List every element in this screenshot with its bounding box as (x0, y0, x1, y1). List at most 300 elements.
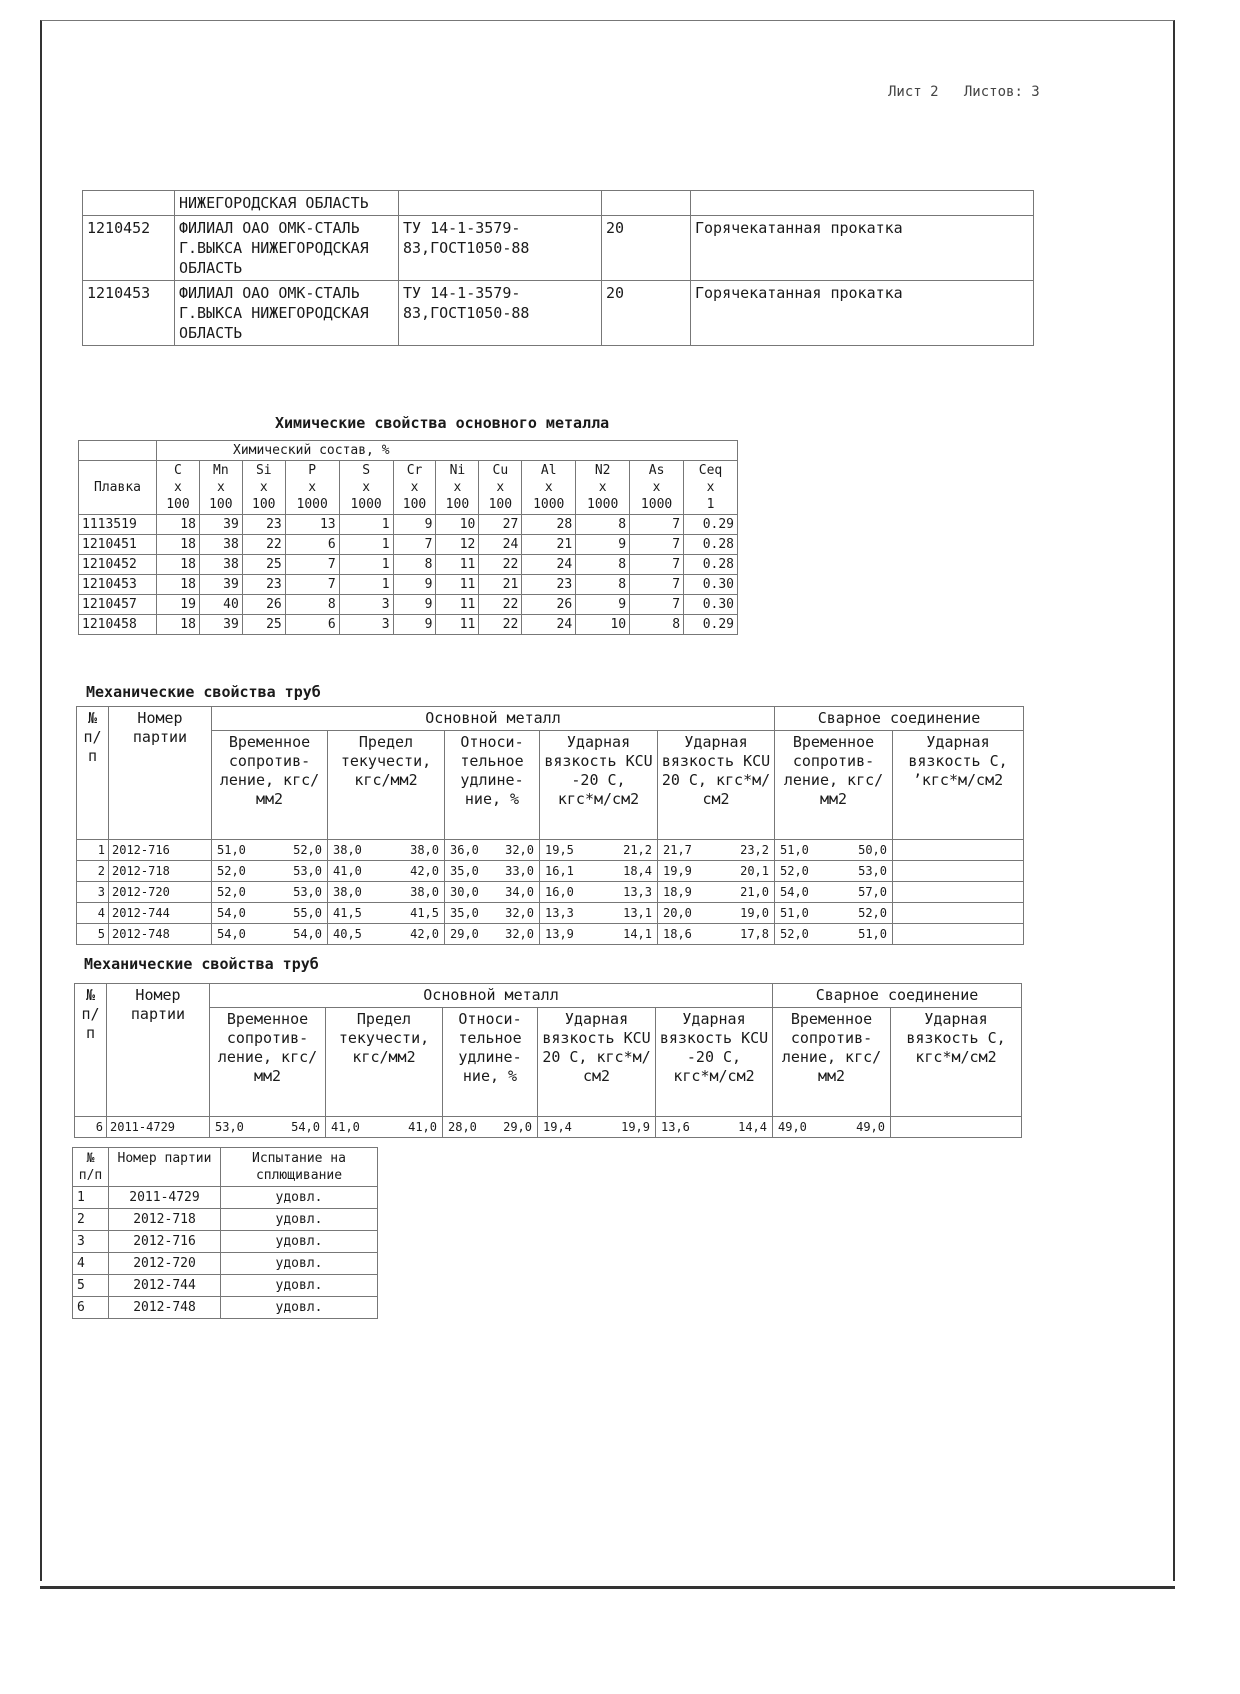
chem-value-cell: 22 (479, 615, 522, 635)
chem-melt-header: Плавка (79, 461, 157, 515)
chem-column-header (576, 461, 630, 515)
ts-melt-cell: 1210453 (83, 281, 175, 346)
mech-value: 18,6 (663, 927, 692, 941)
chem-value-cell: 22 (242, 535, 285, 555)
table-row (73, 1209, 378, 1231)
mech-batch-cell: 2012-744 (109, 903, 212, 924)
mech-uts-cell (212, 840, 328, 861)
value-pair (331, 842, 441, 858)
value-pair (778, 926, 889, 942)
chem-value-cell: 6 (285, 615, 339, 635)
table-row (77, 861, 1024, 882)
chem-header-x: x (598, 480, 607, 495)
mech-value: 54,0 (291, 1120, 320, 1134)
chem-value-cell: 26 (522, 595, 576, 615)
chem-value-cell: 39 (199, 575, 242, 595)
mech-value: 51,0 (217, 843, 246, 857)
ts-standard-cell: ТУ 14-1-3579-83,ГОСТ1050-88 (399, 281, 602, 346)
mech-no-cell: 2 (77, 861, 109, 882)
mech-value: 14,4 (738, 1120, 767, 1134)
value-pair (543, 884, 654, 900)
mech-wuts-cell (775, 882, 893, 903)
page-bottom-rule (40, 1586, 1175, 1589)
mech-value: 50,0 (858, 843, 887, 857)
value-pair (543, 905, 654, 921)
chem-header-el: S (362, 463, 371, 478)
chem-value-cell: 7 (630, 515, 684, 535)
chem-header-x: x (410, 480, 419, 495)
mech-value: 51,0 (858, 927, 887, 941)
mech-uts-cell (210, 1117, 326, 1138)
mech-wuts-cell (775, 903, 893, 924)
mech-value: 52,0 (780, 927, 809, 941)
chem-value-cell: 13 (285, 515, 339, 535)
value-pair (448, 926, 536, 942)
chem-header-el: Cu (492, 463, 509, 478)
chem-column-header (684, 461, 738, 515)
chem-value-cell: 0.28 (684, 555, 738, 575)
flat-batch-cell: 2012-748 (109, 1297, 221, 1319)
value-pair (215, 842, 324, 858)
chem-value-cell: 23 (242, 575, 285, 595)
ts-plant-cell: ФИЛИАЛ ОАО ОМК-СТАЛЬ Г.ВЫКСА НИЖЕГОРОДСКАЯ ОБЛАСТЬ (175, 281, 399, 346)
chem-value-cell: 8 (576, 555, 630, 575)
ts-condition-cell: Горячекатанная прокатка (691, 281, 1034, 346)
chem-value-cell: 0.29 (684, 615, 738, 635)
mech-value: 41,0 (331, 1120, 360, 1134)
flat-result-cell: удовл. (221, 1275, 378, 1297)
chem-header-mult: 1000 (587, 497, 619, 512)
chem-value-cell: 1 (339, 515, 393, 535)
mech-uts-cell (212, 903, 328, 924)
chem-header-mult: 1000 (350, 497, 382, 512)
chem-header-el: Mn (213, 463, 229, 478)
ts-grade-cell: 20 (602, 216, 691, 281)
value-pair (448, 884, 536, 900)
mech-batch-cell: 2012-748 (109, 924, 212, 945)
chem-melt-cell: 1210457 (79, 595, 157, 615)
mech-value: 35,0 (450, 906, 479, 920)
mech-value: 41,5 (410, 906, 439, 920)
mech-value: 13,3 (545, 906, 574, 920)
mech-ys-cell (328, 903, 445, 924)
mech2-h-kcu-m20: Ударная вязкость KCU -20 С, кгс*м/см2 (656, 1008, 773, 1117)
value-pair (446, 1119, 534, 1135)
mech-value: 41,0 (408, 1120, 437, 1134)
mech-value: 42,0 (410, 927, 439, 941)
table-row (79, 595, 738, 615)
table-row (73, 1275, 378, 1297)
mech-el-cell (445, 903, 540, 924)
chem-header-el: Ceq (698, 463, 723, 478)
chem-header-mult: 100 (488, 497, 513, 512)
chem-value-cell: 11 (436, 615, 479, 635)
table-row (73, 1231, 378, 1253)
mech-value: 21,7 (663, 843, 692, 857)
chem-value-cell: 0.30 (684, 575, 738, 595)
chem-corner (79, 441, 157, 461)
value-pair (778, 842, 889, 858)
value-pair (329, 1119, 439, 1135)
value-pair (213, 1119, 322, 1135)
mech-uts-cell (212, 861, 328, 882)
mech-value: 32,0 (505, 843, 534, 857)
mech-value: 42,0 (410, 864, 439, 878)
chem-value-cell: 9 (393, 515, 436, 535)
mech-no-cell: 5 (77, 924, 109, 945)
mech-ys-cell (328, 924, 445, 945)
table-row (73, 1187, 378, 1209)
ts-condition-cell: Горячекатанная прокатка (691, 216, 1034, 281)
table-row (79, 515, 738, 535)
chem-value-cell: 8 (576, 515, 630, 535)
mech-kcu1-cell (540, 903, 658, 924)
mech-value: 34,0 (505, 885, 534, 899)
value-pair (661, 884, 771, 900)
chem-column-header (157, 461, 200, 515)
mech-value: 51,0 (780, 843, 809, 857)
mech1-h-base: Основной металл (212, 707, 775, 731)
chem-value-cell: 8 (285, 595, 339, 615)
value-pair (661, 863, 771, 879)
mech-ys-cell (328, 882, 445, 903)
mech2-h-weld-uts: Временное сопротив- ление, кгс/мм2 (773, 1008, 891, 1117)
chem-value-cell: 12 (436, 535, 479, 555)
mech-batch-cell: 2012-716 (109, 840, 212, 861)
chem-header-x: x (652, 480, 661, 495)
ts-standard-cell (399, 191, 602, 216)
mech1-h-weld-uts: Временное сопротив- ление, кгс/мм2 (775, 731, 893, 840)
chem-header-x: x (362, 480, 371, 495)
mech-no-cell: 3 (77, 882, 109, 903)
flat-no-cell: 4 (73, 1253, 109, 1275)
chem-value-cell: 7 (630, 555, 684, 575)
chem-header-el: N2 (594, 463, 611, 478)
value-pair (661, 905, 771, 921)
flat-batch-cell: 2011-4729 (109, 1187, 221, 1209)
mech-no-cell: 1 (77, 840, 109, 861)
chem-value-cell: 9 (393, 575, 436, 595)
flat-result-cell: удовл. (221, 1297, 378, 1319)
mech-weld-kcu-cell (893, 840, 1024, 861)
value-pair (541, 1119, 652, 1135)
flat-batch-cell: 2012-744 (109, 1275, 221, 1297)
chem-header-mult: 1000 (640, 497, 673, 512)
chem-subtitle: Химический состав, % (157, 441, 738, 461)
mech-value: 18,4 (623, 864, 652, 878)
value-pair (215, 926, 324, 942)
chem-melt-cell: 1210451 (79, 535, 157, 555)
mech-value: 16,0 (545, 885, 574, 899)
chem-value-cell: 39 (199, 515, 242, 535)
value-pair (661, 842, 771, 858)
mech-ys-cell (326, 1117, 443, 1138)
chem-value-cell: 18 (157, 515, 200, 535)
chem-value-cell: 21 (522, 535, 576, 555)
mech1-h-uts: Временное сопротив- ление, кгс/мм2 (212, 731, 328, 840)
chem-value-cell: 9 (576, 595, 630, 615)
mech2-h-weld-kcu: Ударная вязкость С, кгс*м/см2 (891, 1008, 1022, 1117)
mech-weld-kcu-cell (893, 903, 1024, 924)
chem-header-el: C (174, 463, 182, 478)
table-row (83, 281, 1034, 346)
value-pair (776, 1119, 887, 1135)
value-pair (215, 884, 324, 900)
value-pair (661, 926, 771, 942)
value-pair (543, 863, 654, 879)
chem-value-cell: 25 (242, 555, 285, 575)
mech-value: 54,0 (217, 906, 246, 920)
mech-kcu2-cell (658, 840, 775, 861)
table-row (83, 216, 1034, 281)
table-row (79, 555, 738, 575)
mech-value: 16,1 (545, 864, 574, 878)
flat-result-cell: удовл. (221, 1253, 378, 1275)
chem-value-cell: 0.30 (684, 595, 738, 615)
mech-value: 54,0 (293, 927, 322, 941)
mech-value: 52,0 (217, 885, 246, 899)
mech1-h-ys: Предел текучести, кгс/мм2 (328, 731, 445, 840)
chem-value-cell: 7 (630, 595, 684, 615)
mech-kcu1-cell (540, 882, 658, 903)
mech-value: 52,0 (780, 864, 809, 878)
chem-value-cell: 23 (522, 575, 576, 595)
flat-no-cell: 3 (73, 1231, 109, 1253)
flat-no-cell: 2 (73, 1209, 109, 1231)
value-pair (543, 842, 654, 858)
mech-batch-cell: 2011-4729 (107, 1117, 210, 1138)
chem-value-cell: 38 (199, 555, 242, 575)
mech-value: 14,1 (623, 927, 652, 941)
mech-batch-cell: 2012-718 (109, 861, 212, 882)
mech-value: 19,9 (621, 1120, 650, 1134)
mech2-h-uts: Временное сопротив- ление, кгс/мм2 (210, 1008, 326, 1117)
chem-value-cell: 24 (522, 615, 576, 635)
mech-value: 49,0 (778, 1120, 807, 1134)
ts-grade-cell: 20 (602, 281, 691, 346)
chem-value-cell: 11 (436, 575, 479, 595)
chem-melt-cell: 1210458 (79, 615, 157, 635)
mech-value: 40,5 (333, 927, 362, 941)
table-row (77, 924, 1024, 945)
ts-plant-cell: ФИЛИАЛ ОАО ОМК-СТАЛЬ Г.ВЫКСА НИЖЕГОРОДСКАЯ ОБЛАСТЬ (175, 216, 399, 281)
mech-value: 13,6 (661, 1120, 690, 1134)
flat-no-cell: 1 (73, 1187, 109, 1209)
chem-value-cell: 7 (630, 535, 684, 555)
value-pair (331, 926, 441, 942)
chem-header-x: x (216, 480, 225, 495)
chem-header-el: Cr (406, 463, 423, 478)
mech-value: 29,0 (450, 927, 479, 941)
mech-value: 30,0 (450, 885, 479, 899)
chem-header-x: x (259, 480, 268, 495)
mech-value: 35,0 (450, 864, 479, 878)
chem-header-el: Si (255, 463, 272, 478)
mech-uts-cell (212, 882, 328, 903)
mech-value: 20,0 (663, 906, 692, 920)
value-pair (778, 905, 889, 921)
chem-melt-cell: 1210452 (79, 555, 157, 575)
mech1-h-batch: Номер партии (109, 707, 212, 840)
chem-value-cell: 21 (479, 575, 522, 595)
mech-uts-cell (212, 924, 328, 945)
mech-value: 13,3 (623, 885, 652, 899)
chem-value-cell: 9 (393, 615, 436, 635)
chem-column-header (339, 461, 393, 515)
flat-batch-cell: 2012-718 (109, 1209, 221, 1231)
mech-value: 41,0 (333, 864, 362, 878)
value-pair (331, 884, 441, 900)
mech-value: 32,0 (505, 927, 534, 941)
chem-value-cell: 28 (522, 515, 576, 535)
chem-value-cell: 25 (242, 615, 285, 635)
chem-header-mult: 1000 (533, 497, 565, 512)
mech-kcu1-cell (540, 861, 658, 882)
mech-value: 38,0 (333, 885, 362, 899)
mech-kcu1-cell (540, 840, 658, 861)
value-pair (215, 905, 324, 921)
chem-column-header (393, 461, 436, 515)
mech-value: 49,0 (856, 1120, 885, 1134)
chem-value-cell: 8 (393, 555, 436, 575)
mech-value: 32,0 (505, 906, 534, 920)
mech-kcu2-cell (658, 861, 775, 882)
mech-value: 13,9 (545, 927, 574, 941)
chem-value-cell: 18 (157, 575, 200, 595)
mech2-h-ys: Предел текучести, кгс/мм2 (326, 1008, 443, 1117)
chem-value-cell: 0.29 (684, 515, 738, 535)
flat-h-test: Испытание на сплющивание (221, 1148, 378, 1187)
mech-ys-cell (328, 840, 445, 861)
table-row (77, 903, 1024, 924)
mech-value: 38,0 (410, 843, 439, 857)
mech-kcu2-cell (658, 924, 775, 945)
chem-value-cell: 10 (576, 615, 630, 635)
mech-kcu2-cell (658, 903, 775, 924)
table-row (77, 840, 1024, 861)
chem-header-x: x (308, 480, 317, 495)
chem-header-x: x (174, 480, 182, 495)
chem-value-cell: 22 (479, 555, 522, 575)
chemical-composition-table (78, 440, 738, 635)
mech-no-cell: 6 (75, 1117, 107, 1138)
flat-h-no: № п/п (73, 1148, 109, 1187)
chem-value-cell: 18 (157, 535, 200, 555)
table-row (73, 1253, 378, 1275)
value-pair (448, 863, 536, 879)
chem-header-el: Al (540, 463, 557, 478)
chem-header-mult: 100 (209, 497, 233, 512)
mech-value: 53,0 (293, 864, 322, 878)
ts-condition-cell (691, 191, 1034, 216)
chem-value-cell: 6 (285, 535, 339, 555)
flat-result-cell: удовл. (221, 1209, 378, 1231)
mech2-h-base: Основной металл (210, 984, 773, 1008)
mech-ys-cell (328, 861, 445, 882)
mech-value: 55,0 (293, 906, 322, 920)
mech-weld-kcu-cell (891, 1117, 1022, 1138)
chem-value-cell: 11 (436, 595, 479, 615)
mechanical-properties-table-1 (76, 706, 1024, 945)
flat-h-batch: Номер партии (109, 1148, 221, 1187)
mech-value: 20,1 (740, 864, 769, 878)
mech-weld-kcu-cell (893, 882, 1024, 903)
chem-column-header (242, 461, 285, 515)
chem-value-cell: 8 (576, 575, 630, 595)
mech1-h-no: № п/п (77, 707, 109, 840)
mech-value: 52,0 (217, 864, 246, 878)
mech-value: 41,5 (333, 906, 362, 920)
chem-value-cell: 10 (436, 515, 479, 535)
table-row (79, 575, 738, 595)
mech1-h-kcu-20: Ударная вязкость KCU 20 С, кгс*м/см2 (658, 731, 775, 840)
chem-header-el: Ni (449, 463, 466, 478)
mech-value: 19,5 (545, 843, 574, 857)
chem-header-mult: 100 (445, 497, 470, 512)
mech-el-cell (445, 840, 540, 861)
chem-value-cell: 7 (393, 535, 436, 555)
mech-weld-kcu-cell (893, 924, 1024, 945)
mech-el-cell (445, 882, 540, 903)
value-pair (543, 926, 654, 942)
flat-batch-cell: 2012-720 (109, 1253, 221, 1275)
mech-value: 21,0 (740, 885, 769, 899)
chem-header-el: P (308, 463, 317, 478)
chem-column-header (522, 461, 576, 515)
mech-weld-kcu-cell (893, 861, 1024, 882)
ts-standard-cell: ТУ 14-1-3579-83,ГОСТ1050-88 (399, 216, 602, 281)
mech-value: 52,0 (858, 906, 887, 920)
flat-no-cell: 5 (73, 1275, 109, 1297)
mech-kcu1-cell (538, 1117, 656, 1138)
chem-value-cell: 22 (479, 595, 522, 615)
chem-value-cell: 27 (479, 515, 522, 535)
chem-column-header (630, 461, 684, 515)
mech-no-cell: 4 (77, 903, 109, 924)
chem-value-cell: 38 (199, 535, 242, 555)
mech-kcu1-cell (540, 924, 658, 945)
mech-value: 38,0 (410, 885, 439, 899)
mech-value: 51,0 (780, 906, 809, 920)
flat-result-cell: удовл. (221, 1187, 378, 1209)
mechanical-properties-table-2 (74, 983, 1022, 1138)
mech-kcu2-cell (658, 882, 775, 903)
mech-value: 53,0 (293, 885, 322, 899)
chem-title: Химические свойства основного металла (275, 414, 610, 432)
value-pair (778, 884, 889, 900)
ts-melt-cell: 1210452 (83, 216, 175, 281)
flat-result-cell: удовл. (221, 1231, 378, 1253)
chem-header-mult: 1000 (296, 497, 328, 512)
ts-plant-cell: НИЖЕГОРОДСКАЯ ОБЛАСТЬ (175, 191, 399, 216)
mech-value: 18,9 (663, 885, 692, 899)
chem-value-cell: 9 (393, 595, 436, 615)
mech-value: 53,0 (215, 1120, 244, 1134)
chem-value-cell: 26 (242, 595, 285, 615)
mech2-h-weld: Сварное соединение (773, 984, 1022, 1008)
chem-value-cell: 1 (339, 555, 393, 575)
mech-value: 57,0 (858, 885, 887, 899)
mech2-h-el: Относи- тельное удлине- ние, % (443, 1008, 538, 1117)
chem-value-cell: 1 (339, 575, 393, 595)
chem-value-cell: 8 (630, 615, 684, 635)
mech-wuts-cell (775, 840, 893, 861)
mech1-h-el: Относи- тельное удлине- ние, % (445, 731, 540, 840)
mech-el-cell (443, 1117, 538, 1138)
mech-value: 19,9 (663, 864, 692, 878)
chem-value-cell: 7 (285, 555, 339, 575)
value-pair (448, 905, 536, 921)
